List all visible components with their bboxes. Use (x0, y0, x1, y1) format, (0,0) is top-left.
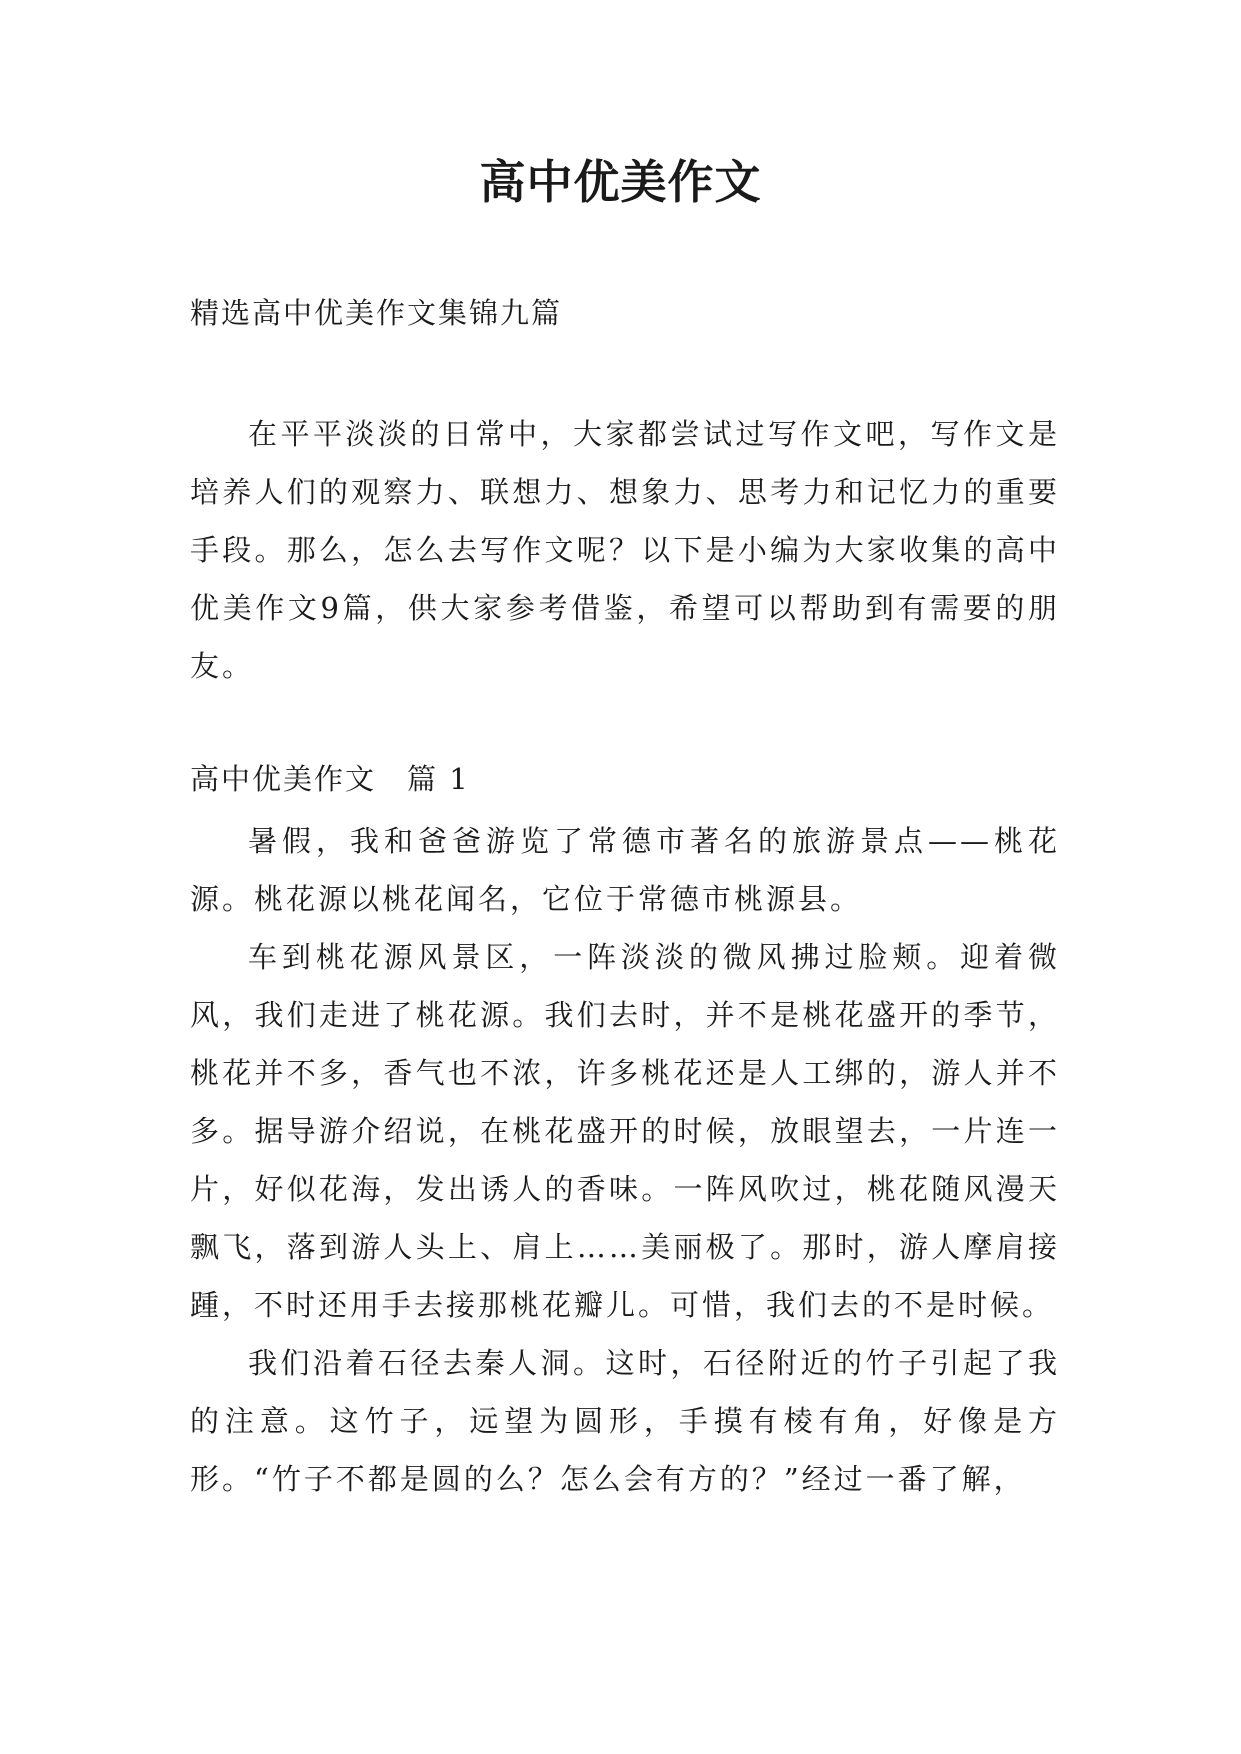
intro-paragraph: 在平平淡淡的日常中，大家都尝试过写作文吧，写作文是培养人们的观察力、联想力、想象力、思考力和记忆力的重要手段。那么，怎么去写作文呢？以下是小编为大家收集的高中优美作文9篇，供大家参考借鉴，希望可以帮助到有需要的朋友。 (190, 417, 1060, 683)
essay-body (190, 812, 1060, 1508)
document-subtitle: 精选高中优美作文集锦九篇 (190, 296, 563, 330)
essay-paragraph: 车到桃花源风景区，一阵淡淡的微风拂过脸颊。迎着微风，我们走进了桃花源。我们去时，并不是桃花盛开的季节，桃花并不多，香气也不浓，许多桃花还是人工绑的，游人并不多。据导游介绍说，在桃花盛开的时候，放眼望去，一片连一片，好似花海，发出诱人的香味。一阵风吹过，桃花随风漫天飘飞，落到游人头上、肩上……美丽极了。那时，游人摩肩接踵，不时还用手去接那桃花瓣儿。可惜，我们去的不是时候。 (190, 940, 1060, 1322)
essay-paragraph: 暑假，我和爸爸游览了常德市著名的旅游景点——桃花源。桃花源以桃花闻名，它位于常德市桃源县。 (190, 824, 1060, 916)
document-title: 高中优美作文 (479, 155, 762, 209)
section-heading: 高中优美作文 篇 1 (190, 762, 470, 796)
essay-paragraph: 我们沿着石径去秦人洞。这时，石径附近的竹子引起了我的注意。这竹子，远望为圆形，手摸有棱有角，好像是方形。“竹子不都是圆的么？怎么会有方的？”经过一番了解， (190, 1346, 1060, 1496)
